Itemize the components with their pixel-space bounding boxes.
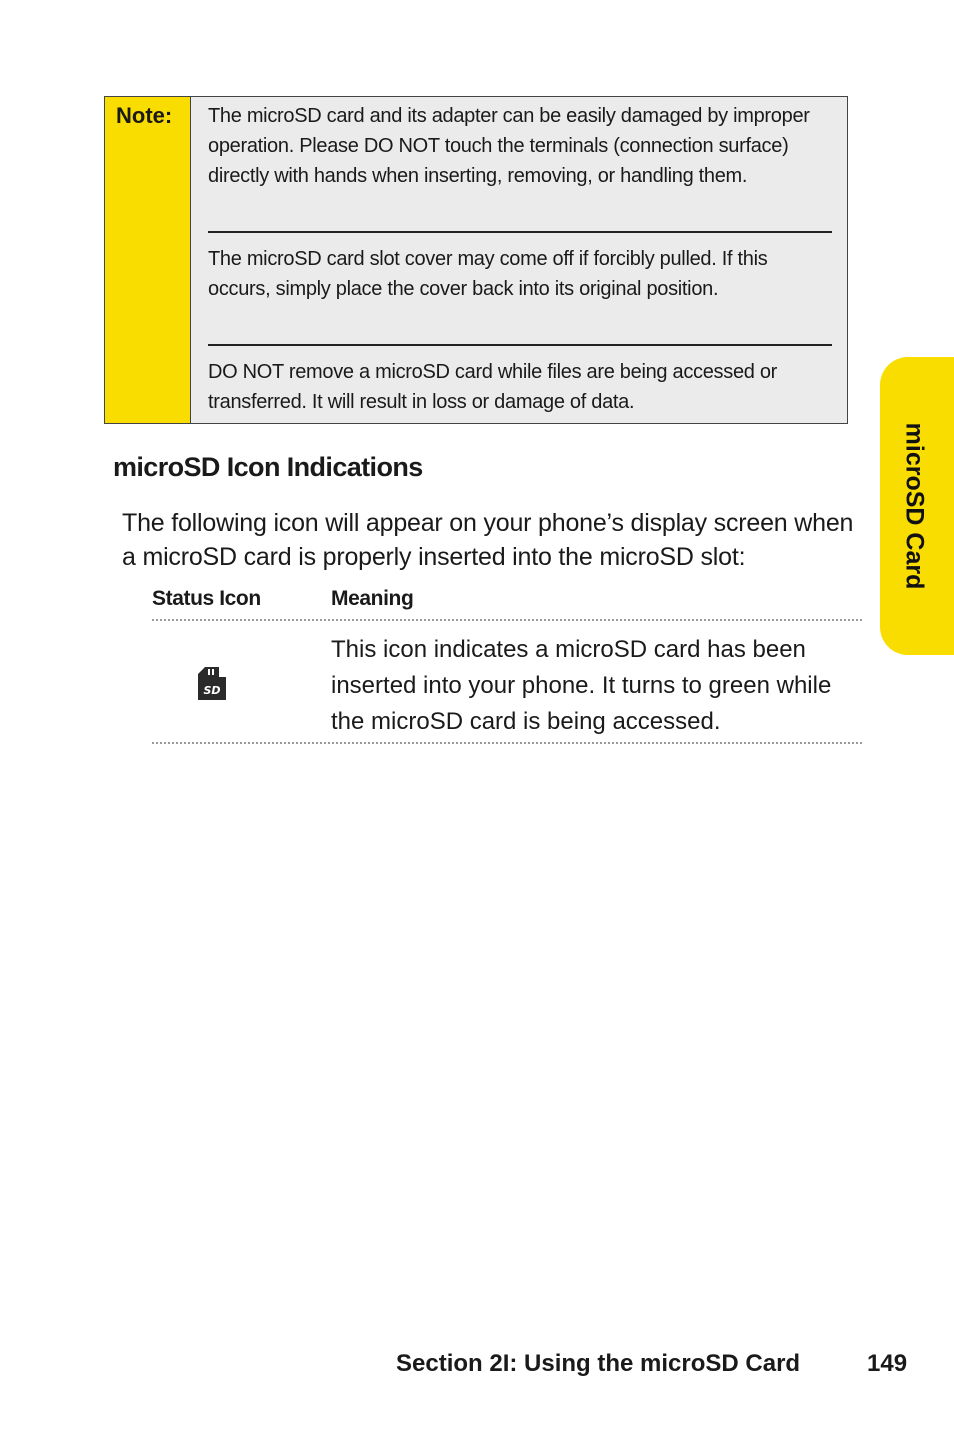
note-paragraph-2: The microSD card slot cover may come off if forcibly pulled. If this occurs, simply place the cover back into its original position. <box>208 248 768 300</box>
table-divider <box>152 619 862 621</box>
section-heading: microSD Icon Indications <box>113 452 423 482</box>
note-label: Note: <box>116 103 173 128</box>
section-intro: The following icon will appear on your phone’s display screen when a microSD card is properly inserted into the microSD slot: <box>122 509 854 571</box>
footer-page-number: 149 <box>867 1350 908 1377</box>
microsd-card-icon <box>198 667 226 700</box>
note-label-column <box>105 97 191 423</box>
note-box <box>104 96 848 424</box>
note-paragraph-3: DO NOT remove a microSD card while files are being accessed or transferred. It will result in loss or damage of data. <box>208 361 778 413</box>
table-header-status-icon: Status Icon <box>152 587 261 610</box>
table-divider <box>152 742 862 744</box>
side-tab-label: microSD Card <box>900 422 929 590</box>
footer-section-title: Section 2I: Using the microSD Card <box>396 1350 801 1377</box>
note-divider <box>208 231 832 233</box>
table-row-meaning: This icon indicates a microSD card has been inserted into your phone. It turns to green while the microSD card is being accessed. <box>331 636 832 735</box>
note-divider <box>208 344 832 346</box>
note-paragraph-1: The microSD card and its adapter can be easily damaged by improper operation. Please DO NOT touch the terminals (connection surface) directly with hands when inserting, removing, or handling them. <box>208 105 810 187</box>
sd-icon-label: SD <box>203 684 221 697</box>
table-header-meaning: Meaning <box>331 587 414 610</box>
